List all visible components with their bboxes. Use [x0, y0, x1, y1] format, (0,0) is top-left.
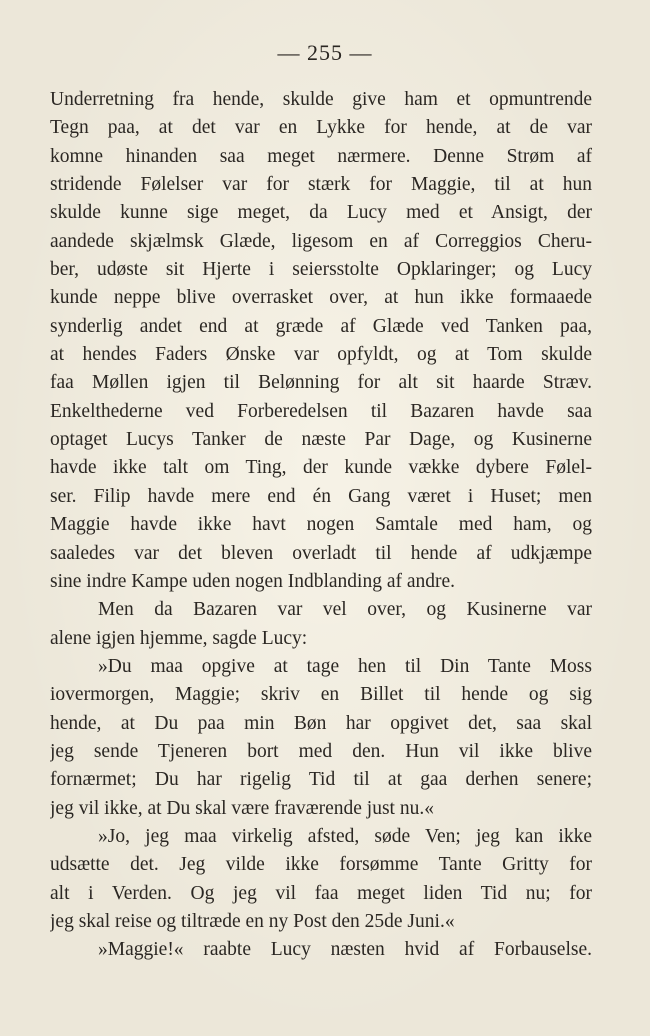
body-text: [50, 86, 592, 965]
text-line: Underretning fra hende, skulde give ham et opmuntrende: [50, 89, 592, 110]
text-line: stridende Følelser var for stærk for Maggie, til at hun: [50, 174, 592, 196]
text-line: aandede skjælmsk Glæde, ligesom en af Correggios Cheru-: [50, 230, 592, 252]
text-line: ser. Filip havde mere end én Gang været i Huset; men: [50, 485, 592, 507]
text-line: kunde neppe blive overrasket over, at hun ikke formaaede: [50, 287, 592, 309]
text-line: udsætte det. Jeg vilde ikke forsømme Tante Gritty for: [50, 854, 592, 876]
text-line: jeg skal reise og tiltræde en ny Post den 25de Juni.«: [50, 910, 455, 932]
text-line: Maggie havde ikke havt nogen Samtale med ham, og: [50, 514, 592, 536]
text-line: optaget Lucys Tanker de næste Par Dage, og Kusinerne: [50, 429, 592, 451]
page-number: — 255 —: [277, 40, 373, 65]
text-line: alene igjen hjemme, sagde Lucy:: [50, 627, 308, 649]
text-line: »Jo, jeg maa virkelig afsted, søde Ven; jeg kan ikke: [98, 825, 592, 847]
text-line: sine indre Kampe uden nogen Indblanding af andre.: [50, 570, 456, 592]
text-line: komne hinanden saa meget nærmere. Denne Strøm af: [50, 145, 592, 167]
text-line: »Maggie!« raabte Lucy næsten hvid af Forbauselse.: [98, 939, 592, 961]
text-line: at hendes Faders Ønske var opfyldt, og at Tom skulde: [50, 344, 592, 366]
text-line: Tegn paa, at det var en Lykke for hende, at de var: [50, 117, 592, 139]
text-line: jeg vil ikke, at Du skal være fraværende just nu.«: [50, 797, 434, 819]
text-line: »Du maa opgive at tage hen til Din Tante Moss: [98, 655, 592, 677]
text-line: ber, udøste sit Hjerte i seiersstolte Opklaringer; og Lucy: [50, 259, 592, 281]
text-line: havde ikke talt om Ting, der kunde vække dybere Følel-: [50, 457, 592, 479]
text-line: Enkelthederne ved Forberedelsen til Bazaren havde saa: [50, 400, 592, 422]
text-line: synderlig andet end at græde af Glæde ved Tanken paa,: [50, 315, 592, 337]
text-line: saaledes var det bleven overladt til hende af udkjæmpe: [50, 542, 592, 564]
text-line: jeg sende Tjeneren bort med den. Hun vil ikke blive: [50, 740, 592, 762]
text-line: hende, at Du paa min Bøn har opgivet det, saa skal: [50, 712, 592, 734]
text-line: fornærmet; Du har rigelig Tid til at gaa derhen senere;: [50, 769, 592, 791]
text-line: alt i Verden. Og jeg vil faa meget liden Tid nu; for: [50, 882, 592, 904]
text-line: iovermorgen, Maggie; skriv en Billet til hende og sig: [50, 684, 592, 706]
text-line: skulde kunne sige meget, da Lucy med et Ansigt, der: [50, 202, 592, 224]
text-line: Men da Bazaren var vel over, og Kusinerne var: [98, 599, 592, 621]
text-line: faa Møllen igjen til Belønning for alt sit haarde Stræv.: [50, 372, 592, 394]
